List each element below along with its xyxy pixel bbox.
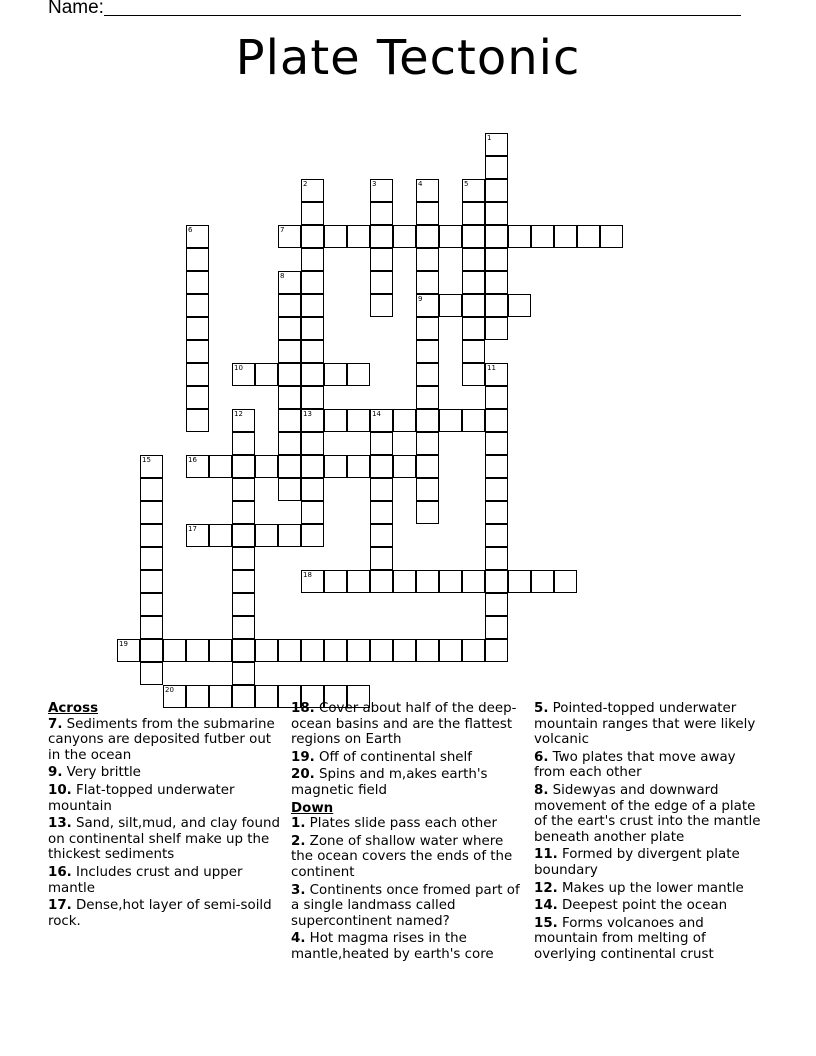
grid-cell[interactable] bbox=[485, 156, 508, 179]
grid-cell[interactable] bbox=[186, 248, 209, 271]
grid-cell[interactable] bbox=[278, 386, 301, 409]
cell-15[interactable] bbox=[140, 455, 163, 478]
grid-cell[interactable] bbox=[393, 409, 416, 432]
cell-18[interactable] bbox=[301, 570, 324, 593]
grid-cell[interactable] bbox=[508, 225, 531, 248]
grid-cell[interactable] bbox=[416, 501, 439, 524]
cell-number: 2 bbox=[303, 180, 308, 188]
grid-cell[interactable] bbox=[140, 524, 163, 547]
grid-cell[interactable] bbox=[485, 317, 508, 340]
cell-number: 1 bbox=[487, 134, 492, 142]
grid-cell[interactable] bbox=[370, 547, 393, 570]
grid-cell[interactable] bbox=[347, 409, 370, 432]
grid-cell[interactable] bbox=[485, 639, 508, 662]
grid-cell[interactable] bbox=[462, 363, 485, 386]
cell-number: 15 bbox=[142, 456, 151, 464]
grid-cell[interactable] bbox=[416, 317, 439, 340]
clue-down-12: 12. Makes up the lower mantle bbox=[534, 880, 744, 896]
grid-cell[interactable] bbox=[393, 225, 416, 248]
grid-cell[interactable] bbox=[301, 225, 324, 248]
grid-cell[interactable] bbox=[485, 225, 508, 248]
grid-cell[interactable] bbox=[278, 409, 301, 432]
grid-cell[interactable] bbox=[370, 248, 393, 271]
cell-number: 16 bbox=[188, 456, 197, 464]
grid-cell[interactable] bbox=[393, 570, 416, 593]
grid-cell[interactable] bbox=[232, 455, 255, 478]
clue-down-11: 11. Formed by divergent plate boundary bbox=[534, 847, 740, 878]
grid-cell[interactable] bbox=[163, 639, 186, 662]
grid-cell[interactable] bbox=[140, 662, 163, 685]
cell-number: 3 bbox=[372, 180, 377, 188]
clue-across-10: 10. Flat-topped underwater mountain bbox=[48, 782, 235, 814]
cell-14[interactable] bbox=[370, 409, 393, 432]
grid-cell[interactable] bbox=[485, 386, 508, 409]
grid-cell[interactable] bbox=[232, 639, 255, 662]
grid-cell[interactable] bbox=[301, 501, 324, 524]
grid-cell[interactable] bbox=[416, 363, 439, 386]
grid-cell[interactable] bbox=[531, 225, 554, 248]
page-title: Plate Tectonic bbox=[235, 30, 581, 86]
grid-cell[interactable] bbox=[370, 570, 393, 593]
cell-number: 4 bbox=[418, 180, 423, 188]
grid-cell[interactable] bbox=[232, 662, 255, 685]
clue-down-4: 4. Hot magma rises in the mantle,heated by earth's core bbox=[291, 931, 494, 962]
grid-cell[interactable] bbox=[485, 501, 508, 524]
cell-number: 11 bbox=[487, 364, 496, 372]
grid-cell[interactable] bbox=[301, 432, 324, 455]
grid-cell[interactable] bbox=[301, 386, 324, 409]
grid-cell[interactable] bbox=[439, 294, 462, 317]
cell-number: 8 bbox=[280, 272, 285, 280]
across-header: Across bbox=[48, 701, 99, 716]
grid-cell[interactable] bbox=[301, 340, 324, 363]
grid-cell[interactable] bbox=[232, 593, 255, 616]
grid-cell[interactable] bbox=[255, 455, 278, 478]
down-header: Down bbox=[291, 800, 334, 816]
grid-cell[interactable] bbox=[140, 616, 163, 639]
grid-cell[interactable] bbox=[347, 570, 370, 593]
cell-number: 14 bbox=[372, 410, 381, 418]
grid-cell[interactable] bbox=[186, 340, 209, 363]
cell-6[interactable] bbox=[186, 225, 209, 248]
grid-cell[interactable] bbox=[232, 432, 255, 455]
clue-down-6: 6. Two plates that move away from each other bbox=[534, 749, 736, 781]
grid-cell[interactable] bbox=[462, 202, 485, 225]
grid-cell[interactable] bbox=[485, 409, 508, 432]
grid-cell[interactable] bbox=[140, 639, 163, 662]
cell-7[interactable] bbox=[278, 225, 301, 248]
grid-cell[interactable] bbox=[370, 501, 393, 524]
grid-cell[interactable] bbox=[462, 409, 485, 432]
clue-across-16: 16. Includes crust and upper mantle bbox=[48, 864, 243, 896]
clue-down-15: 15. Forms volcanoes and mountain from melting of overlying continental crust bbox=[534, 915, 714, 962]
grid-cell[interactable] bbox=[232, 501, 255, 524]
grid-cell[interactable] bbox=[140, 501, 163, 524]
grid-cell[interactable] bbox=[485, 455, 508, 478]
grid-cell[interactable] bbox=[324, 409, 347, 432]
grid-cell[interactable] bbox=[347, 225, 370, 248]
grid-cell[interactable] bbox=[439, 639, 462, 662]
cell-17[interactable] bbox=[186, 524, 209, 547]
clue-down-1: 1. Plates slide pass each other bbox=[291, 816, 497, 832]
grid-cell[interactable] bbox=[462, 294, 485, 317]
grid-cell[interactable] bbox=[370, 271, 393, 294]
cell-19[interactable] bbox=[117, 639, 140, 662]
cell-number: 10 bbox=[234, 364, 243, 372]
cell-10[interactable] bbox=[232, 363, 255, 386]
grid-cell[interactable] bbox=[278, 478, 301, 501]
grid-cell[interactable] bbox=[485, 202, 508, 225]
grid-cell[interactable] bbox=[370, 225, 393, 248]
grid-cell[interactable] bbox=[301, 363, 324, 386]
grid-cell[interactable] bbox=[140, 478, 163, 501]
grid-cell[interactable] bbox=[416, 478, 439, 501]
clue-down-14: 14. Deepest point the ocean bbox=[534, 898, 728, 914]
clue-across-7: 7. Sediments from the submarine canyons are deposited futber out in the ocean bbox=[48, 716, 275, 763]
grid-cell[interactable] bbox=[209, 524, 232, 547]
name-label: Name: bbox=[48, 0, 104, 18]
grid-cell[interactable] bbox=[462, 248, 485, 271]
cell-5[interactable] bbox=[462, 179, 485, 202]
grid-cell[interactable] bbox=[416, 639, 439, 662]
grid-cell[interactable] bbox=[485, 248, 508, 271]
grid-cell[interactable] bbox=[462, 225, 485, 248]
grid-cell[interactable] bbox=[416, 409, 439, 432]
grid-cell[interactable] bbox=[508, 570, 531, 593]
grid-cell[interactable] bbox=[439, 409, 462, 432]
grid-cell[interactable] bbox=[255, 524, 278, 547]
grid-cell[interactable] bbox=[370, 524, 393, 547]
grid-cell[interactable] bbox=[278, 317, 301, 340]
grid-cell[interactable] bbox=[416, 455, 439, 478]
grid-cell[interactable] bbox=[416, 202, 439, 225]
grid-cell[interactable] bbox=[186, 409, 209, 432]
grid-cell[interactable] bbox=[393, 639, 416, 662]
grid-cell[interactable] bbox=[278, 639, 301, 662]
grid-cell[interactable] bbox=[232, 547, 255, 570]
cell-4[interactable] bbox=[416, 179, 439, 202]
cell-number: 20 bbox=[165, 686, 174, 694]
grid-cell[interactable] bbox=[140, 547, 163, 570]
grid-cell[interactable] bbox=[301, 524, 324, 547]
grid-cell[interactable] bbox=[186, 363, 209, 386]
grid-cell[interactable] bbox=[485, 547, 508, 570]
grid-cell[interactable] bbox=[232, 524, 255, 547]
grid-cell[interactable] bbox=[485, 616, 508, 639]
grid-cell[interactable] bbox=[301, 294, 324, 317]
grid-cell[interactable] bbox=[278, 294, 301, 317]
grid-cell[interactable] bbox=[301, 455, 324, 478]
grid-cell[interactable] bbox=[416, 340, 439, 363]
cell-number: 12 bbox=[234, 410, 243, 418]
grid-cell[interactable] bbox=[324, 363, 347, 386]
grid-cell[interactable] bbox=[462, 570, 485, 593]
grid-cell[interactable] bbox=[485, 294, 508, 317]
grid-cell[interactable] bbox=[278, 524, 301, 547]
cell-2[interactable] bbox=[301, 179, 324, 202]
grid-cell[interactable] bbox=[416, 432, 439, 455]
grid-cell[interactable] bbox=[278, 340, 301, 363]
cell-1[interactable] bbox=[485, 133, 508, 156]
grid-cell[interactable] bbox=[462, 271, 485, 294]
grid-cell[interactable] bbox=[186, 317, 209, 340]
grid-cell[interactable] bbox=[462, 317, 485, 340]
grid-cell[interactable] bbox=[301, 317, 324, 340]
grid-cell[interactable] bbox=[301, 271, 324, 294]
grid-cell[interactable] bbox=[416, 271, 439, 294]
clue-across-9: 9. Very brittle bbox=[48, 765, 141, 781]
clue-across-18: 18. Cover about half of the deep-ocean basins and are the flattest regions on Earth bbox=[291, 701, 517, 748]
cell-number: 7 bbox=[280, 226, 285, 234]
clue-across-19: 19. Off of continental shelf bbox=[291, 749, 472, 765]
cell-12[interactable] bbox=[232, 409, 255, 432]
grid-cell[interactable] bbox=[485, 179, 508, 202]
grid-cell[interactable] bbox=[232, 616, 255, 639]
grid-cell[interactable] bbox=[416, 248, 439, 271]
grid-cell[interactable] bbox=[186, 639, 209, 662]
cell-11[interactable] bbox=[485, 363, 508, 386]
grid-cell[interactable] bbox=[462, 639, 485, 662]
grid-cell[interactable] bbox=[347, 639, 370, 662]
clue-down-8: 8. Sidewyas and downward movement of the edge of a plate of the eart's crust into the mantle beneath another plate bbox=[534, 782, 761, 845]
grid-cell[interactable] bbox=[324, 455, 347, 478]
cell-9[interactable] bbox=[416, 294, 439, 317]
grid-cell[interactable] bbox=[416, 225, 439, 248]
grid-cell[interactable] bbox=[485, 570, 508, 593]
cell-number: 9 bbox=[418, 295, 423, 303]
grid-cell[interactable] bbox=[577, 225, 600, 248]
cell-3[interactable] bbox=[370, 179, 393, 202]
grid-cell[interactable] bbox=[209, 455, 232, 478]
clues-column-3 bbox=[534, 701, 770, 965]
grid-cell[interactable] bbox=[485, 478, 508, 501]
cell-number: 6 bbox=[188, 226, 193, 234]
grid-cell[interactable] bbox=[370, 455, 393, 478]
grid-cell[interactable] bbox=[278, 432, 301, 455]
grid-cell[interactable] bbox=[278, 455, 301, 478]
grid-cell[interactable] bbox=[485, 593, 508, 616]
cell-number: 13 bbox=[303, 410, 312, 418]
grid-cell[interactable] bbox=[140, 570, 163, 593]
grid-cell[interactable] bbox=[186, 386, 209, 409]
grid-cell[interactable] bbox=[416, 386, 439, 409]
grid-cell[interactable] bbox=[347, 363, 370, 386]
grid-cell[interactable] bbox=[301, 639, 324, 662]
grid-cell[interactable] bbox=[324, 639, 347, 662]
grid-cell[interactable] bbox=[324, 570, 347, 593]
grid-cell[interactable] bbox=[393, 455, 416, 478]
cell-number: 17 bbox=[188, 525, 197, 533]
clue-down-5: 5. Pointed-topped underwater mountain ranges that were likely volcanic bbox=[534, 701, 756, 748]
clues-column-1 bbox=[48, 701, 284, 931]
grid-cell[interactable] bbox=[416, 570, 439, 593]
grid-cell[interactable] bbox=[554, 225, 577, 248]
clues-column-2 bbox=[291, 701, 527, 965]
grid-cell[interactable] bbox=[209, 639, 232, 662]
grid-cell[interactable] bbox=[255, 639, 278, 662]
grid-cell[interactable] bbox=[301, 478, 324, 501]
grid-cell[interactable] bbox=[186, 271, 209, 294]
grid-cell[interactable] bbox=[140, 593, 163, 616]
cell-13[interactable] bbox=[301, 409, 324, 432]
clue-across-20: 20. Spins and m,akes earth's magnetic field bbox=[291, 767, 488, 798]
clue-down-2: 2. Zone of shallow water where the ocean covers the ends of the continent bbox=[291, 833, 513, 880]
cell-number: 18 bbox=[303, 571, 312, 579]
grid-cell[interactable] bbox=[301, 202, 324, 225]
grid-cell[interactable] bbox=[324, 225, 347, 248]
cell-16[interactable] bbox=[186, 455, 209, 478]
grid-cell[interactable] bbox=[370, 478, 393, 501]
grid-cell[interactable] bbox=[462, 340, 485, 363]
grid-cell[interactable] bbox=[554, 570, 577, 593]
grid-cell[interactable] bbox=[439, 570, 462, 593]
grid-cell[interactable] bbox=[347, 455, 370, 478]
grid-cell[interactable] bbox=[439, 225, 462, 248]
grid-cell[interactable] bbox=[600, 225, 623, 248]
cell-number: 19 bbox=[119, 640, 128, 648]
grid-cell[interactable] bbox=[531, 570, 554, 593]
grid-cell[interactable] bbox=[370, 432, 393, 455]
grid-cell[interactable] bbox=[485, 524, 508, 547]
grid-cell[interactable] bbox=[301, 248, 324, 271]
grid-cell[interactable] bbox=[485, 432, 508, 455]
clue-down-3: 3. Continents once fromed part of a single landmass called supercontinent named? bbox=[291, 882, 520, 929]
grid-cell[interactable] bbox=[508, 294, 531, 317]
cell-8[interactable] bbox=[278, 271, 301, 294]
grid-cell[interactable] bbox=[232, 478, 255, 501]
grid-cell[interactable] bbox=[278, 363, 301, 386]
grid-cell[interactable] bbox=[485, 271, 508, 294]
clue-across-17: 17. Dense,hot layer of semi-soild rock. bbox=[48, 898, 272, 929]
cell-number: 5 bbox=[464, 180, 469, 188]
grid-cell[interactable] bbox=[370, 639, 393, 662]
grid-cell[interactable] bbox=[370, 294, 393, 317]
grid-cell[interactable] bbox=[186, 294, 209, 317]
grid-cell[interactable] bbox=[370, 202, 393, 225]
grid-cell[interactable] bbox=[255, 363, 278, 386]
clue-across-13: 13. Sand, silt,mud, and clay found on continental shelf make up the thickest sediments bbox=[48, 816, 280, 863]
grid-cell[interactable] bbox=[232, 570, 255, 593]
